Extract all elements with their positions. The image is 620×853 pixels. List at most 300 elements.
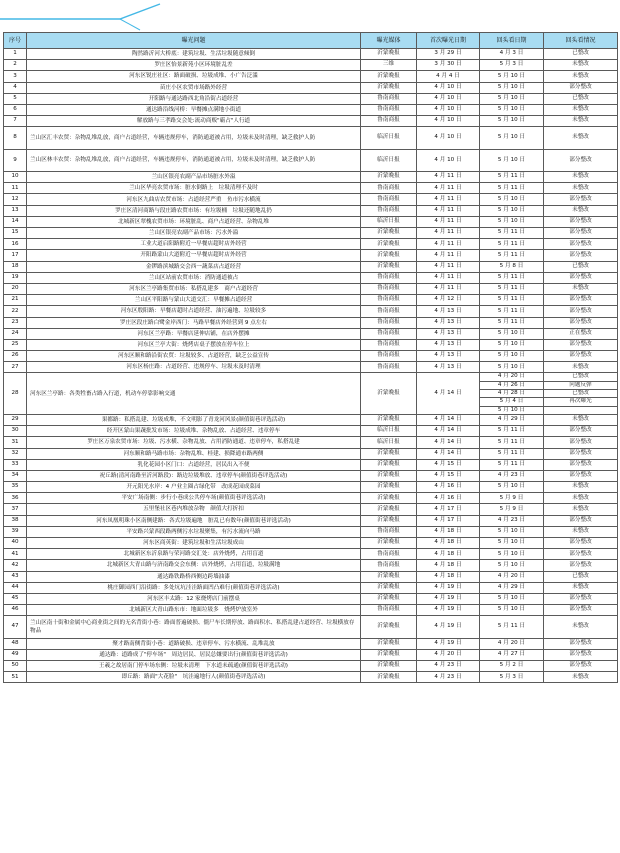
table-row xyxy=(4,515,618,526)
exposure-table xyxy=(3,32,618,683)
row-first-date: 3 月 30 日 xyxy=(417,60,480,71)
row-status: 已整改 xyxy=(544,373,618,381)
row-review-date: 5 月 11 日 xyxy=(480,172,544,183)
table-row xyxy=(4,560,618,571)
row-first-date: 4 月 11 日 xyxy=(417,239,480,250)
table-row xyxy=(4,60,618,71)
row-status xyxy=(544,406,618,414)
table-row xyxy=(4,504,618,515)
table-row xyxy=(4,582,618,593)
row-review-date: 5 月 10 日 xyxy=(480,339,544,350)
table-row xyxy=(4,482,618,493)
row-media: 鲁南商报 xyxy=(361,317,417,328)
row-problem: 河东区顺和路沿街农贸：垃圾较多、占道经营，缺乏公益宣传 xyxy=(27,351,361,362)
row-status: 部分整改 xyxy=(544,82,618,93)
row-review-date: 5 月 11 日 xyxy=(480,448,544,459)
row-first-date: 4 月 10 日 xyxy=(417,127,480,149)
row-no: 29 xyxy=(4,414,27,425)
row-status: 再次曝光 xyxy=(544,398,618,406)
row-first-date: 4 月 15 日 xyxy=(417,459,480,470)
row-first-date: 4 月 11 日 xyxy=(417,183,480,194)
row-review-date: 5 月 11 日 xyxy=(480,616,544,638)
row-problem: 河东区杨庄路：占道经营、违规停车、垃圾未及时清理 xyxy=(27,362,361,373)
row-media: 临沂日报 xyxy=(361,149,417,171)
row-review-date: 5 月 10 日 xyxy=(480,82,544,93)
row-no: 22 xyxy=(4,306,27,317)
row-first-date: 4 月 23 日 xyxy=(417,672,480,683)
row-review-date: 5 月 10 日 xyxy=(480,71,544,82)
row-review-date: 4 月 27 日 xyxy=(480,649,544,660)
row-review-date: 5 月 10 日 xyxy=(480,406,544,414)
table-row xyxy=(4,239,618,250)
row-status: 部分整改 xyxy=(544,295,618,306)
row-no: 36 xyxy=(4,493,27,504)
row-no: 16 xyxy=(4,239,27,250)
row-status: 未整改 xyxy=(544,582,618,593)
table-row xyxy=(4,448,618,459)
row-first-date: 4 月 16 日 xyxy=(417,482,480,493)
table-row xyxy=(4,317,618,328)
row-media: 沂蒙晚报 xyxy=(361,672,417,683)
row-first-date: 4 月 10 日 xyxy=(417,116,480,127)
row-no: 10 xyxy=(4,172,27,183)
row-no: 14 xyxy=(4,216,27,227)
row-review-date: 5 月 10 日 xyxy=(480,216,544,227)
row-problem: 陶然路沂河大桥底：建筑垃圾、生活垃圾随意倾倒 xyxy=(27,49,361,60)
row-first-date: 4 月 14 日 xyxy=(417,437,480,448)
row-status: 已整改 xyxy=(544,261,618,272)
row-no: 41 xyxy=(4,549,27,560)
row-status: 部分整改 xyxy=(544,515,618,526)
row-no: 15 xyxy=(4,228,27,239)
table-row xyxy=(4,616,618,638)
table-row xyxy=(4,328,618,339)
row-no: 8 xyxy=(4,127,27,149)
row-no: 39 xyxy=(4,526,27,537)
row-no: 21 xyxy=(4,295,27,306)
row-no: 49 xyxy=(4,649,27,660)
row-first-date: 4 月 19 日 xyxy=(417,616,480,638)
row-status: 部分整改 xyxy=(544,437,618,448)
header-media: 曝光媒体 xyxy=(361,33,417,49)
row-first-date: 4 月 10 日 xyxy=(417,93,480,104)
row-review-date: 5 月 10 日 xyxy=(480,205,544,216)
row-problem: 乳化花园小区门口：占道经营，居民出入不便 xyxy=(27,459,361,470)
row-review-date: 5 月 10 日 xyxy=(480,116,544,127)
row-status: 未整改 xyxy=(544,414,618,425)
row-status: 部分整改 xyxy=(544,216,618,227)
row-first-date: 4 月 18 日 xyxy=(417,538,480,549)
row-first-date: 4 月 14 日 xyxy=(417,448,480,459)
row-problem: 河东区丰太路：12 家烧烤店门前摆桌 xyxy=(27,593,361,604)
row-status: 部分整改 xyxy=(544,638,618,649)
row-status: 部分整改 xyxy=(544,250,618,261)
row-problem: 兰山区南十街和金属中心商业街之间的无名背街小巷：路面普遍破损、僵尸车长期停放、路面积水、私搭乱建占道经营、垃圾横放存物品 xyxy=(27,616,361,638)
row-problem: 北城新区翠槐农贸市场：环境脏乱、商户占道经营、杂物乱堆 xyxy=(27,216,361,227)
row-problem: 五里堡社区巷内堆放杂物 颜值大打折扣 xyxy=(27,504,361,515)
row-first-date: 4 月 13 日 xyxy=(417,328,480,339)
table-row xyxy=(4,49,618,60)
row-review-date: 5 月 10 日 xyxy=(480,605,544,616)
row-no: 30 xyxy=(4,426,27,437)
row-status: 部分整改 xyxy=(544,470,618,481)
row-status: 未整改 xyxy=(544,116,618,127)
row-media: 鲁南商报 xyxy=(361,560,417,571)
row-media: 鲁南商报 xyxy=(361,194,417,205)
row-no: 13 xyxy=(4,205,27,216)
row-status: 未整改 xyxy=(544,71,618,82)
row-first-date: 4 月 13 日 xyxy=(417,317,480,328)
table-row xyxy=(4,593,618,604)
row-media: 鲁南商报 xyxy=(361,351,417,362)
table-row xyxy=(4,283,618,294)
row-no: 44 xyxy=(4,582,27,593)
row-status: 部分整改 xyxy=(544,306,618,317)
row-review-date: 5 月 10 日 xyxy=(480,482,544,493)
row-status: 部分整改 xyxy=(544,459,618,470)
row-problem: 即丘路：路面"大花脸" 坑洼遍地行人(颜值街巷评选活动) xyxy=(27,672,361,683)
row-no: 26 xyxy=(4,351,27,362)
row-status: 部分整改 xyxy=(544,272,618,283)
table-row xyxy=(4,216,618,227)
row-status: 部分整改 xyxy=(544,426,618,437)
row-media: 沂蒙晚报 xyxy=(361,638,417,649)
table-row xyxy=(4,205,618,216)
row-status: 未整改 xyxy=(544,616,618,638)
row-review-date: 5 月 11 日 xyxy=(480,437,544,448)
table-row xyxy=(4,82,618,93)
table-row xyxy=(4,339,618,350)
row-status: 未整改 xyxy=(544,493,618,504)
row-no: 1 xyxy=(4,49,27,60)
row-first-date: 4 月 19 日 xyxy=(417,605,480,616)
row-problem: 河东区九曲店农贸市场：占道经营严重 鱼市污水横流 xyxy=(27,194,361,205)
row-no: 45 xyxy=(4,593,27,604)
row-media: 沂蒙晚报 xyxy=(361,239,417,250)
header-no: 序号 xyxy=(4,33,27,49)
row-media: 沂蒙晚报 xyxy=(361,373,417,414)
table-row xyxy=(4,351,618,362)
row-review-date: 4 月 28 日 xyxy=(480,390,544,398)
row-media: 鲁南商报 xyxy=(361,605,417,616)
row-media: 鲁南商报 xyxy=(361,549,417,560)
row-review-date: 4 月 29 日 xyxy=(480,582,544,593)
row-problem: 通达路：道路成了"停车场" 周边居民、居民总嫌要出行(颜值街巷评选活动) xyxy=(27,649,361,660)
row-problem: 北城新区东沂泉路与荣河路交汇处：店外烧烤，占用盲道 xyxy=(27,549,361,560)
row-review-date: 5 月 11 日 xyxy=(480,272,544,283)
row-no: 19 xyxy=(4,272,27,283)
row-first-date: 4 月 19 日 xyxy=(417,638,480,649)
row-problem: 北城新区大青山路东市：地面垃圾多 烧烤炉放室外 xyxy=(27,605,361,616)
table-row xyxy=(4,414,618,425)
row-no: 43 xyxy=(4,571,27,582)
table-row xyxy=(4,437,618,448)
row-first-date: 4 月 15 日 xyxy=(417,470,480,481)
row-status: 部分整改 xyxy=(544,593,618,604)
table-row xyxy=(4,470,618,481)
row-review-date: 5 月 10 日 xyxy=(480,549,544,560)
row-first-date: 4 月 17 日 xyxy=(417,515,480,526)
row-review-date: 5 月 10 日 xyxy=(480,127,544,149)
table-row xyxy=(4,672,618,683)
row-review-date: 5 月 10 日 xyxy=(480,93,544,104)
row-media: 鲁南商报 xyxy=(361,205,417,216)
row-review-date: 5 月 11 日 xyxy=(480,239,544,250)
row-problem: 平安路兴蒙西段路两侧污水垃圾聚集，有污水流向马路 xyxy=(27,526,361,537)
row-media: 沂蒙晚报 xyxy=(361,261,417,272)
row-status: 部分整改 xyxy=(544,661,618,672)
row-media: 临沂日报 xyxy=(361,437,417,448)
table-row xyxy=(4,250,618,261)
row-media: 沂蒙晚报 xyxy=(361,459,417,470)
table-row xyxy=(4,272,618,283)
row-status: 部分整改 xyxy=(544,194,618,205)
row-media: 沂蒙晚报 xyxy=(361,71,417,82)
row-problem: 河东区锐庄社区：路面破损、垃圾成堆、小广告泛滥 xyxy=(27,71,361,82)
row-problem: 河东顺和路马路市场：杂物乱堆、桂建、损降通市路两侧 xyxy=(27,448,361,459)
row-no: 37 xyxy=(4,504,27,515)
row-media: 沂蒙晚报 xyxy=(361,582,417,593)
row-media: 鲁南商报 xyxy=(361,306,417,317)
row-problem: 聚才路南侧背街小巷：道路破损、违章停车、污水横流、乱堆乱放 xyxy=(27,638,361,649)
row-problem: 罗庄区清河商路与段庄路农贸市场：有垃圾桶 垃圾还随地乱扔 xyxy=(27,205,361,216)
table-row xyxy=(4,172,618,183)
table-row xyxy=(4,459,618,470)
row-no: 46 xyxy=(4,605,27,616)
row-problem: 兰山区银亮农副产品市场：污水外溢 xyxy=(27,228,361,239)
row-first-date: 3 月 29 日 xyxy=(417,49,480,60)
row-status: 部分整改 xyxy=(544,239,618,250)
row-problem: 河东区商英街：建筑垃圾和生活垃圾成山 xyxy=(27,538,361,549)
row-review-date: 5 月 10 日 xyxy=(480,593,544,604)
row-problem: 王羲之故居南门停车场东侧：垃圾未清理 下水道未疏通(颜值街巷评选活动) xyxy=(27,661,361,672)
row-media: 沂蒙晚报 xyxy=(361,448,417,459)
row-status: 部分整改 xyxy=(544,549,618,560)
row-media: 沂蒙晚报 xyxy=(361,82,417,93)
row-review-date: 5 月 2 日 xyxy=(480,661,544,672)
table-row xyxy=(4,261,618,272)
row-first-date: 4 月 17 日 xyxy=(417,504,480,515)
row-problem: 兰山区站前农贸市场：消防通道被占 xyxy=(27,272,361,283)
row-status: 未整改 xyxy=(544,504,618,515)
row-review-date: 5 月 9 日 xyxy=(480,493,544,504)
row-no: 38 xyxy=(4,515,27,526)
row-no: 7 xyxy=(4,116,27,127)
row-status: 部分整改 xyxy=(544,149,618,171)
row-first-date: 4 月 20 日 xyxy=(417,649,480,660)
row-review-date: 4 月 20 日 xyxy=(480,571,544,582)
row-review-date: 5 月 11 日 xyxy=(480,459,544,470)
row-review-date: 5 月 11 日 xyxy=(480,283,544,294)
table-header xyxy=(4,33,618,49)
row-media: 临沂日报 xyxy=(361,426,417,437)
row-media: 沂蒙晚报 xyxy=(361,414,417,425)
row-media: 鲁南商报 xyxy=(361,362,417,373)
row-status: 未整改 xyxy=(544,60,618,71)
row-review-date: 5 月 9 日 xyxy=(480,504,544,515)
row-no: 18 xyxy=(4,261,27,272)
row-media: 沂蒙晚报 xyxy=(361,250,417,261)
table-row xyxy=(4,183,618,194)
row-media: 鲁南商报 xyxy=(361,339,417,350)
row-media: 临沂日报 xyxy=(361,127,417,149)
row-no: 24 xyxy=(4,328,27,339)
row-media: 鲁南商报 xyxy=(361,93,417,104)
row-no: 25 xyxy=(4,339,27,350)
row-status: 部分整改 xyxy=(544,339,618,350)
row-review-date: 5 月 11 日 xyxy=(480,228,544,239)
row-problem: 河东凤凰明珠小区南侧建路：各式垃圾遍地 脏乱已有数年(颜值街巷评选活动) xyxy=(27,515,361,526)
row-no: 23 xyxy=(4,317,27,328)
row-status: 部分整改 xyxy=(544,351,618,362)
table-row xyxy=(4,526,618,537)
row-review-date: 5 月 10 日 xyxy=(480,362,544,373)
row-first-date: 4 月 18 日 xyxy=(417,526,480,537)
table-row xyxy=(4,149,618,171)
row-media: 三维 xyxy=(361,60,417,71)
row-status: 部分整改 xyxy=(544,538,618,549)
row-no: 50 xyxy=(4,661,27,672)
row-status: 已整改 xyxy=(544,390,618,398)
row-no: 51 xyxy=(4,672,27,683)
row-media: 鲁南商报 xyxy=(361,183,417,194)
row-problem: 罗庄区万泉农贸市场：垃圾、污水横、杂物乱放、占用消防通道、违章停车，私搭乱建 xyxy=(27,437,361,448)
row-no: 33 xyxy=(4,459,27,470)
table-row xyxy=(4,127,618,149)
row-no: 6 xyxy=(4,104,27,115)
row-media: 沂蒙晚报 xyxy=(361,593,417,604)
row-media: 沂蒙晚报 xyxy=(361,172,417,183)
row-review-date: 4 月 3 日 xyxy=(480,49,544,60)
row-media: 鲁南商报 xyxy=(361,116,417,127)
table-row xyxy=(4,194,618,205)
row-review-date: 5 月 10 日 xyxy=(480,104,544,115)
row-status: 部分整改 xyxy=(544,605,618,616)
row-media: 沂蒙晚报 xyxy=(361,538,417,549)
row-no: 2 xyxy=(4,60,27,71)
row-first-date: 4 月 18 日 xyxy=(417,549,480,560)
row-review-date: 4 月 20 日 xyxy=(480,373,544,381)
row-media: 沂蒙晚报 xyxy=(361,482,417,493)
row-first-date: 4 月 11 日 xyxy=(417,172,480,183)
row-problem: 果都路：私搭乱建、垃圾成堆，不文明影了青龙河风景(颜值街巷评选活动) xyxy=(27,414,361,425)
row-status: 部分整改 xyxy=(544,649,618,660)
header-problem: 曝光问题 xyxy=(27,33,361,49)
row-problem: 河东区兰亭大街：烧烤店桌子摆放在停车位上 xyxy=(27,339,361,350)
row-problem: 罗庄区段庄路白鹭金岸西门：马路早餐店外经营到 9 点左右 xyxy=(27,317,361,328)
row-problem: 兰山区华亮农贸市场：脏水倒路上 垃圾清理不及时 xyxy=(27,183,361,194)
row-no: 31 xyxy=(4,437,27,448)
row-status: 已整改 xyxy=(544,93,618,104)
row-problem: 北城新区大青山路与济南路交会东侧：店外烧烤，占用盲道，垃圾满地 xyxy=(27,560,361,571)
table-row xyxy=(4,93,618,104)
row-review-date: 5 月 11 日 xyxy=(480,183,544,194)
row-first-date: 4 月 18 日 xyxy=(417,571,480,582)
row-no: 47 xyxy=(4,616,27,638)
row-first-date: 4 月 11 日 xyxy=(417,283,480,294)
row-review-date: 5 月 10 日 xyxy=(480,328,544,339)
table-row xyxy=(4,549,618,560)
row-review-date: 5 月 8 日 xyxy=(480,261,544,272)
row-status: 未整改 xyxy=(544,526,618,537)
row-review-date: 4 月 20 日 xyxy=(480,638,544,649)
row-problem: 兰山区平阳路与蒙山大道交汇：早餐摊占道经营 xyxy=(27,295,361,306)
row-problem: 桃庄御园西门沿街路：多处坑坑洼洼路面凹凸难行(颜值街巷评选活动) xyxy=(27,582,361,593)
row-no: 17 xyxy=(4,250,27,261)
row-problem: 工业大道启阳路附近一早餐店超时店外经营 xyxy=(27,239,361,250)
row-media: 沂蒙晚报 xyxy=(361,515,417,526)
row-first-date: 4 月 18 日 xyxy=(417,560,480,571)
row-problem: 解放路与三孝路交会处:流动商贩"霸占"人行道 xyxy=(27,116,361,127)
header-review-date: 回头看日期 xyxy=(480,33,544,49)
header-status: 回头看情况 xyxy=(544,33,618,49)
row-first-date: 4 月 10 日 xyxy=(417,82,480,93)
table-row xyxy=(4,306,618,317)
row-review-date: 5 月 3 日 xyxy=(480,672,544,683)
table-row xyxy=(4,373,618,381)
row-no: 35 xyxy=(4,482,27,493)
row-problem: 祝丘路(清河南路至沂河路段)：路边垃圾堆放、违章停车(颜值街巷评选活动) xyxy=(27,470,361,481)
row-review-date: 5 月 11 日 xyxy=(480,317,544,328)
row-problem: 河东区兰亭路：早餐店延伸店铺，在店外摆摊 xyxy=(27,328,361,339)
row-first-date: 4 月 11 日 xyxy=(417,216,480,227)
row-no: 5 xyxy=(4,93,27,104)
row-first-date: 4 月 10 日 xyxy=(417,104,480,115)
table-row xyxy=(4,605,618,616)
row-status: 未整改 xyxy=(544,672,618,683)
table-row xyxy=(4,295,618,306)
row-status: 未整改 xyxy=(544,104,618,115)
row-no: 34 xyxy=(4,470,27,481)
row-media: 鲁南商报 xyxy=(361,104,417,115)
row-first-date: 4 月 13 日 xyxy=(417,351,480,362)
table-row xyxy=(4,493,618,504)
header-decoration xyxy=(0,0,620,32)
row-status: 部分整改 xyxy=(544,317,618,328)
row-problem: 河东区兰亭路：各类牲畜占路入行道，机动车停靠影响交通 xyxy=(27,373,361,414)
row-review-date: 5 月 11 日 xyxy=(480,426,544,437)
row-first-date: 4 月 11 日 xyxy=(417,205,480,216)
row-review-date: 5 月 10 日 xyxy=(480,149,544,171)
table-row xyxy=(4,538,618,549)
row-first-date: 4 月 11 日 xyxy=(417,250,480,261)
row-first-date: 4 月 11 日 xyxy=(417,228,480,239)
row-status: 问题反弹 xyxy=(544,381,618,389)
row-problem: 经开区蒙山果蔬批发市场：垃圾成堆、杂物乱放、占道经营、违章停车 xyxy=(27,426,361,437)
row-media: 沂蒙晚报 xyxy=(361,504,417,515)
row-problem: 开阳路与通达路西北角沿街占道经营 xyxy=(27,93,361,104)
row-status: 未整改 xyxy=(544,283,618,294)
row-review-date: 5 月 11 日 xyxy=(480,306,544,317)
row-status: 已整改 xyxy=(544,49,618,60)
row-media: 沂蒙晚报 xyxy=(361,228,417,239)
row-problem: 兰山区林丰农贸：杂物乱堆乱放，商户占道经营，车辆违规停车，消防通道被占用，垃圾未及时清理，缺乏救护人防 xyxy=(27,149,361,171)
row-problem: 罗庄区怡景新苑小区环境脏乱差 xyxy=(27,60,361,71)
row-problem: 河东区兰亭路集贸市场：私搭乱建多 商户占道经营 xyxy=(27,283,361,294)
row-review-date: 4 月 29 日 xyxy=(480,414,544,425)
row-media: 沂蒙晚报 xyxy=(361,616,417,638)
table-body xyxy=(4,49,618,683)
row-media: 沂蒙晚报 xyxy=(361,571,417,582)
row-media: 临沂日报 xyxy=(361,216,417,227)
row-first-date: 4 月 14 日 xyxy=(417,414,480,425)
row-media: 鲁南商报 xyxy=(361,526,417,537)
row-problem: 开元阳光水岸：4 户业主圈占绿化带 改成花园成菜园 xyxy=(27,482,361,493)
row-problem: 兰山区银亮农副产品市场脏水外溢 xyxy=(27,172,361,183)
row-first-date: 4 月 13 日 xyxy=(417,339,480,350)
table-row xyxy=(4,571,618,582)
row-first-date: 4 月 11 日 xyxy=(417,272,480,283)
